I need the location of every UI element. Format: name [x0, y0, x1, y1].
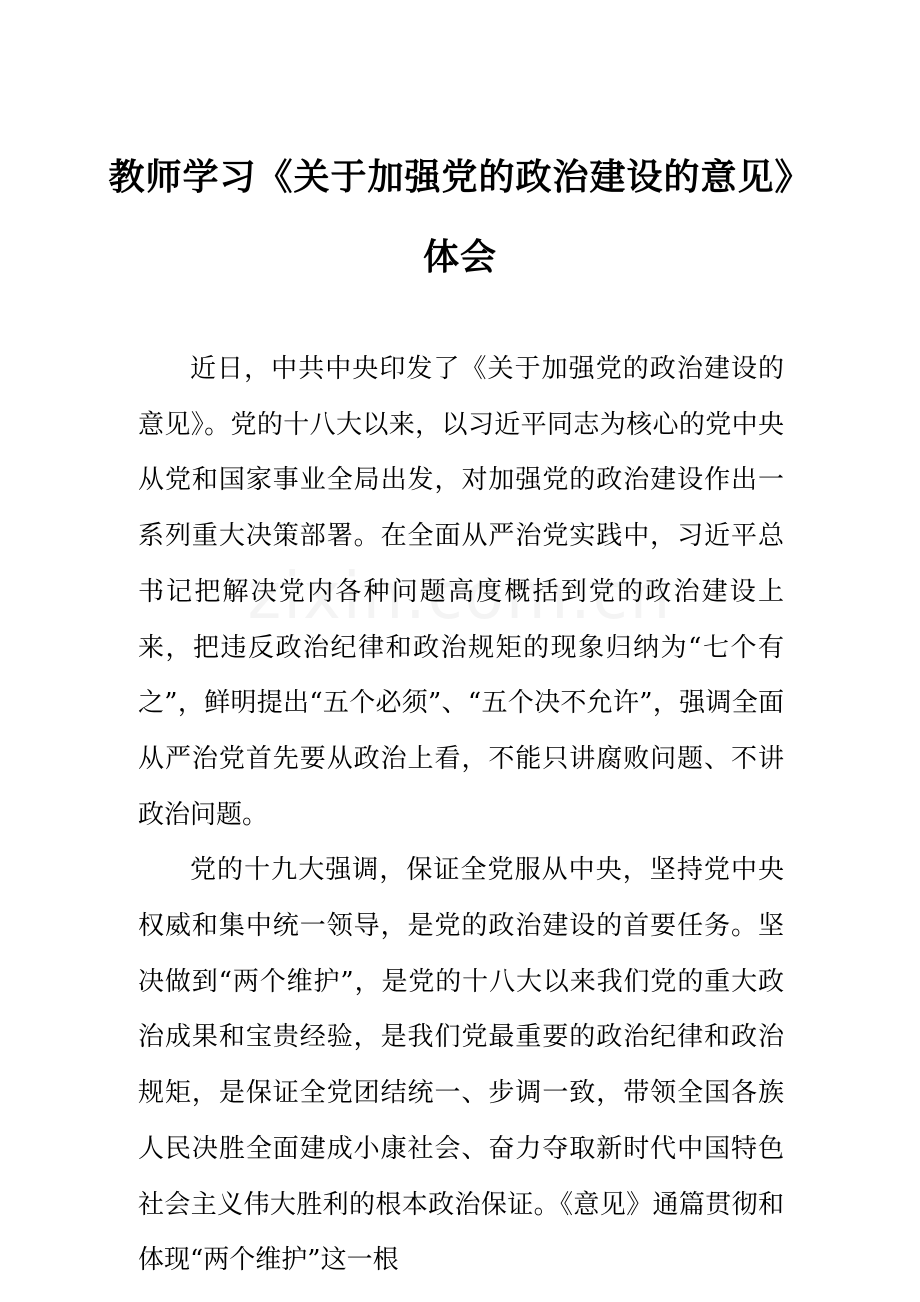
paragraph-2: 党的十九大强调，保证全党服从中央，坚持党中央权威和集中统一领导，是党的政治建设的首要任务。坚决做到“两个维护”，是党的十八大以来我们党的重大政治成果和宝贵经验，是我们党最重要的政治纪律和政治规矩，是保证全党团结统一、步调一致，带领全国各族人民决胜全面建成小康社会、奋力夺取新时代中国特色社会主义伟大胜利的根本政治保证。《意见》通篇贯彻和体现“两个维护”这一根 [138, 855, 784, 1276]
document-body [138, 342, 784, 1289]
paragraph-1: 近日，中共中央印发了《关于加强党的政治建设的意见》。党的十八大以来，以习近平同志为核心的党中央从党和国家事业全局出发，对加强党的政治建设作出一系列重大决策部署。在全面从严治党实践中，习近平总书记把解决党内各种问题高度概括到党的政治建设上来，把违反政治纪律和政治规矩的现象归纳为“七个有之”，鲜明提出“五个必须”、“五个决不允许”，强调全面从严治党首先要从政治上看，不能只讲腐败问题、不讲政治问题。 [138, 354, 784, 830]
document-title-line-1: 教师学习《关于加强党的政治建设的意见》 [108, 157, 812, 198]
document-title-line-2: 体会 [422, 237, 497, 278]
